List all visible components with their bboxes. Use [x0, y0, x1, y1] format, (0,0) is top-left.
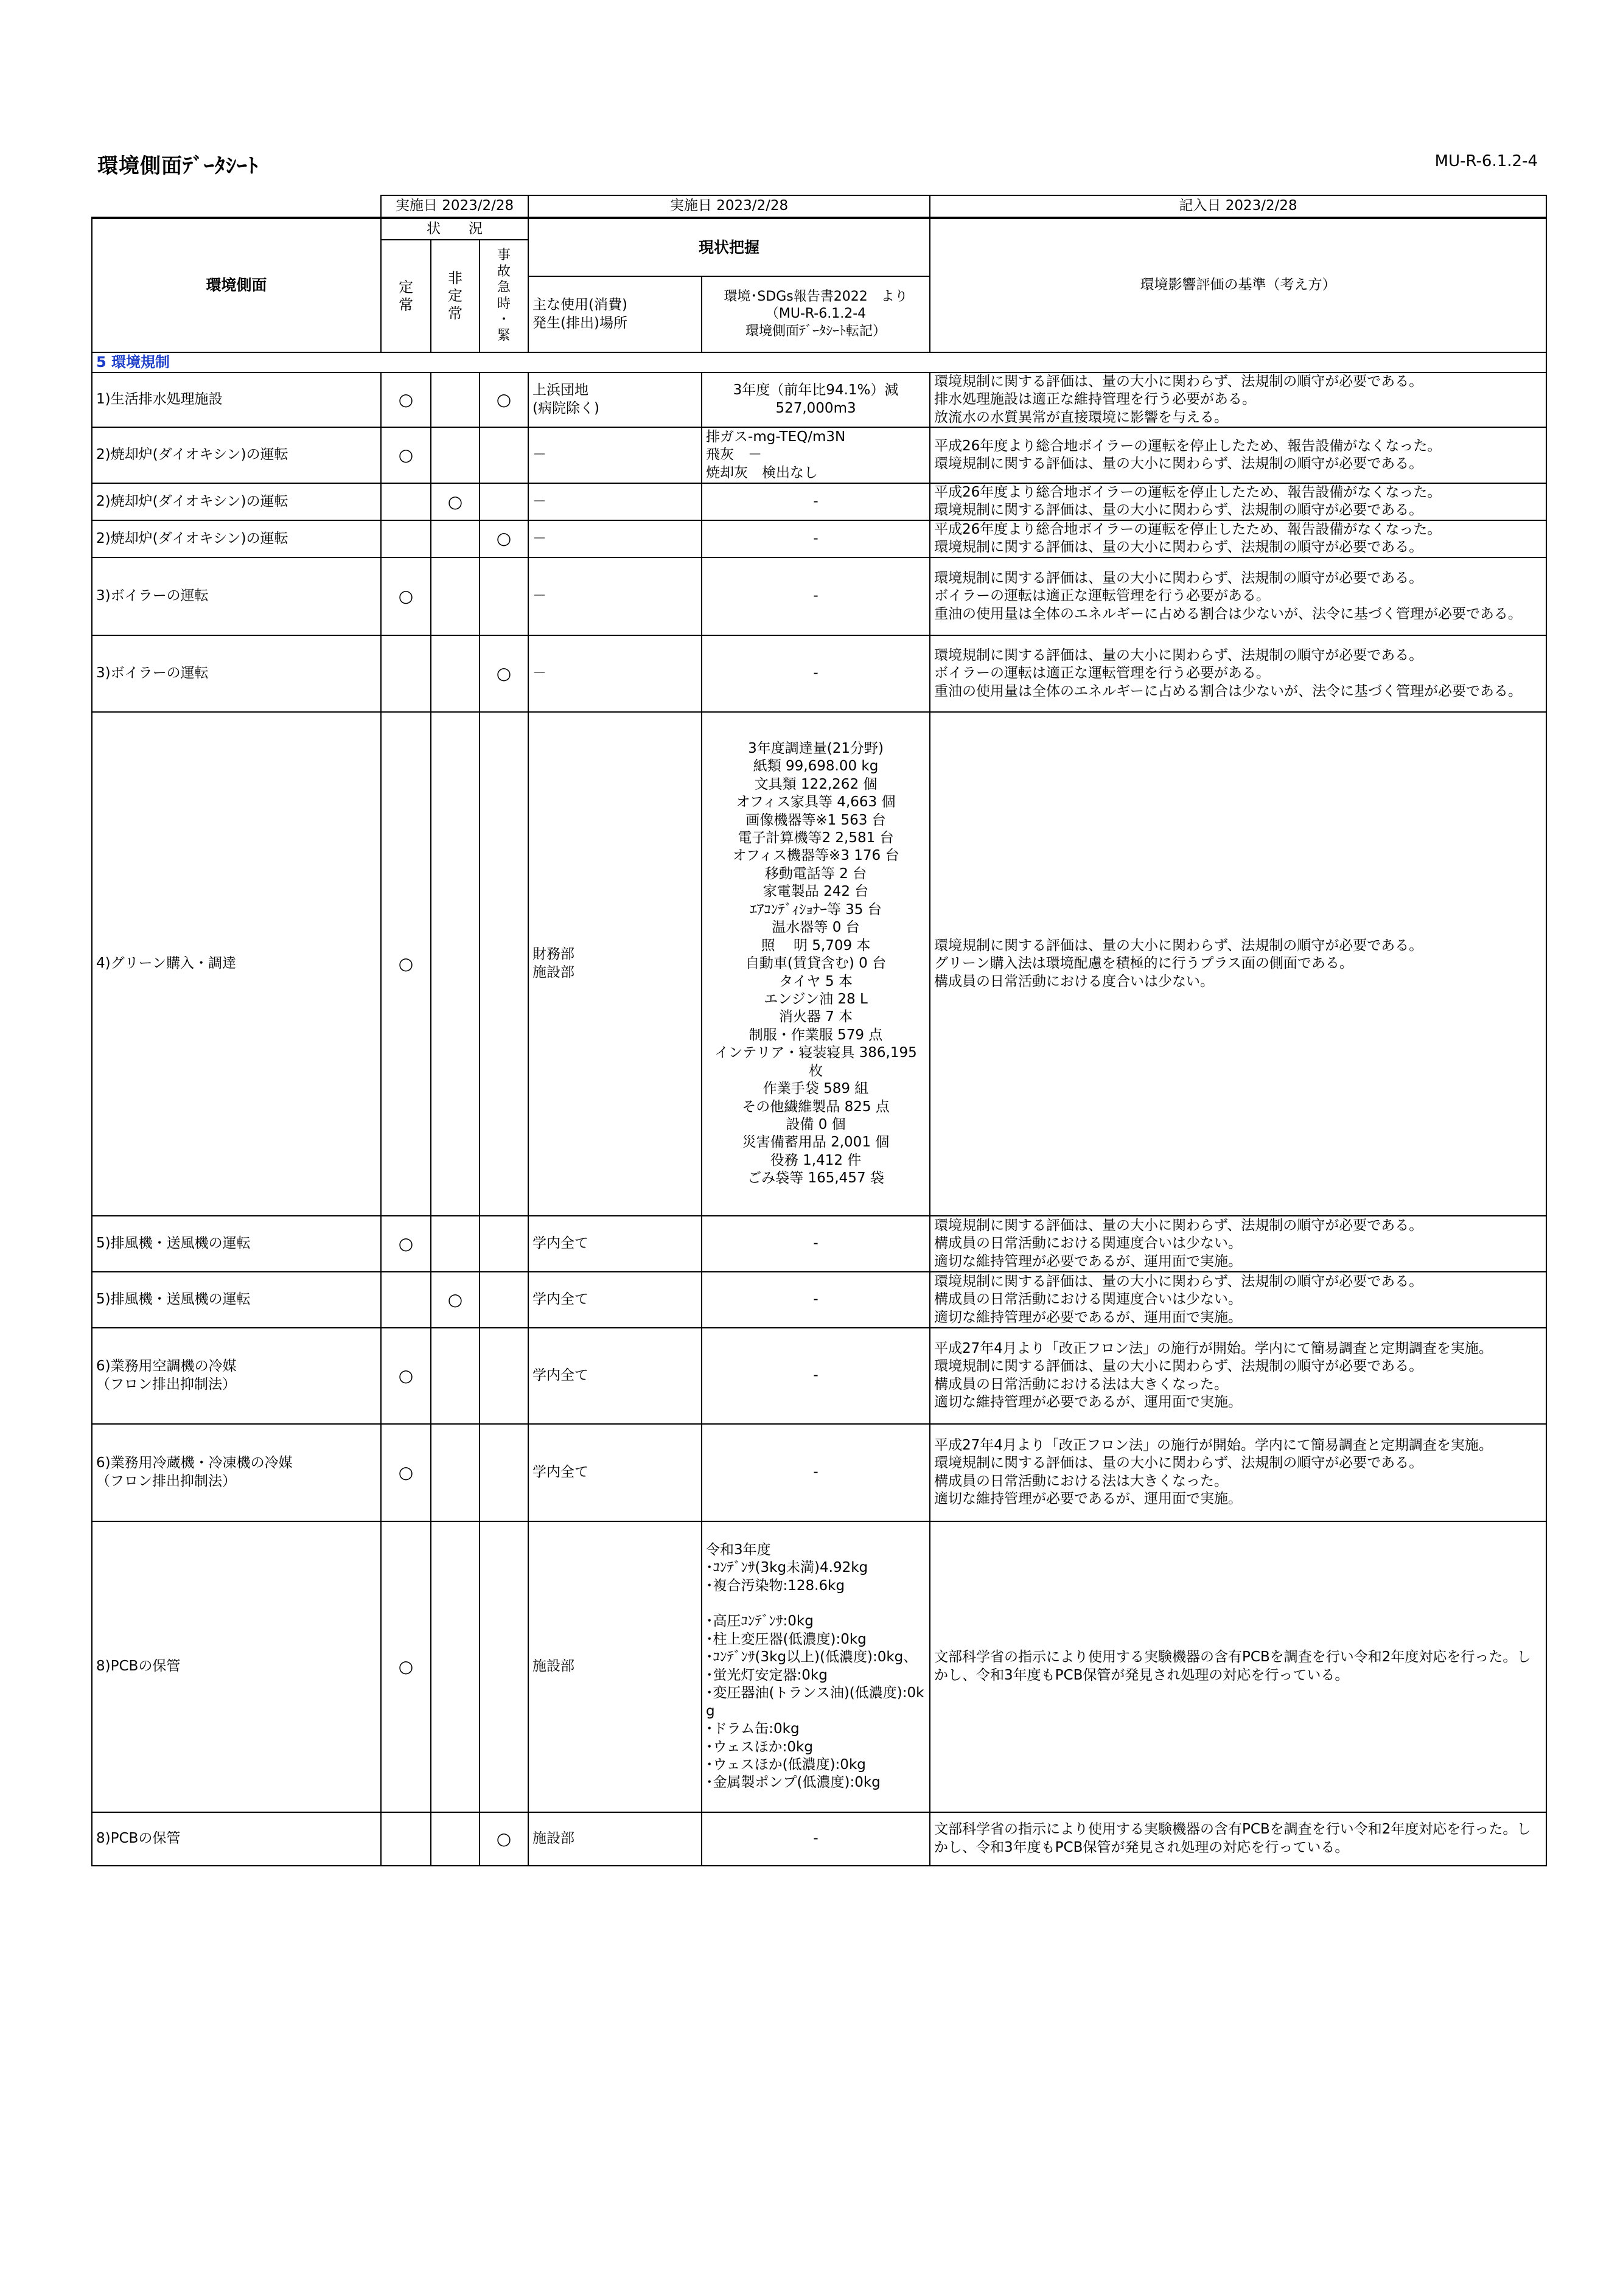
date-row	[92, 195, 1546, 218]
row-criteria: 平成26年度より総合地ボイラーの運転を停止したため、報告設備がなくなった。 環境規制に関する評価は、量の大小に関わらず、法規制の順守が必要である。	[930, 427, 1546, 483]
row-hiteijou-mark	[431, 1272, 480, 1328]
row-criteria: 環境規制に関する評価は、量の大小に関わらず、法規制の順守が必要である。 排水処理施設は適正な維持管理を行う必要がある。 放流水の水質異常が直接環境に影響を与える。	[930, 372, 1546, 427]
row-teijou-mark	[381, 372, 431, 427]
row-place: 施設部	[528, 1521, 702, 1812]
circle-mark: ○	[398, 1233, 414, 1254]
row-criteria: 文部科学省の指示により使用する実験機器の含有PCBを調査を行い令和2年度対応を行った。しかし、令和3年度もPCB保管が発見され処理の対応を行っている。	[930, 1521, 1546, 1812]
row-kinkyu-mark	[480, 427, 528, 483]
row-teijou-mark	[381, 635, 431, 712]
table-row	[92, 483, 1546, 520]
row-criteria: 環境規制に関する評価は、量の大小に関わらず、法規制の順守が必要である。 ボイラーの運転は適正な運転管理を行う必要がある。 重油の使用量は全体のエネルギーに占める割合は少ないが、法令に基づく管理が必要である。	[930, 557, 1546, 635]
row-criteria: 環境規制に関する評価は、量の大小に関わらず、法規制の順守が必要である。 グリーン購入法は環境配慮を積極的に行うプラス面の側面である。 構成員の日常活動における度合いは少ない。	[930, 712, 1546, 1216]
implementation-date-1: 実施日 2023/2/28	[381, 195, 528, 218]
table-row	[92, 1328, 1546, 1424]
row-report: -	[702, 1328, 930, 1424]
row-report: -	[702, 520, 930, 557]
row-criteria: 平成26年度より総合地ボイラーの運転を停止したため、報告設備がなくなった。 環境規制に関する評価は、量の大小に関わらず、法規制の順守が必要である。	[930, 520, 1546, 557]
row-aspect: 1)生活排水処理施設	[92, 372, 381, 427]
row-report: -	[702, 557, 930, 635]
row-place: 学内全て	[528, 1272, 702, 1328]
circle-mark: ○	[496, 528, 512, 549]
row-aspect: 5)排風機・送風機の運転	[92, 1216, 381, 1272]
header-kinkyu: 事 故 急 時 ・ 緊	[480, 240, 528, 352]
row-hiteijou-mark	[431, 520, 480, 557]
row-hiteijou-mark	[431, 1812, 480, 1866]
row-aspect: 2)焼却炉(ダイオキシン)の運転	[92, 427, 381, 483]
row-place: 施設部	[528, 1812, 702, 1866]
row-hiteijou-mark	[431, 557, 480, 635]
row-report: -	[702, 1424, 930, 1521]
row-place: －	[528, 635, 702, 712]
table-row	[92, 712, 1546, 1216]
row-place: －	[528, 520, 702, 557]
row-aspect: 8)PCBの保管	[92, 1521, 381, 1812]
header-row-1	[92, 218, 1546, 240]
row-aspect: 3)ボイラーの運転	[92, 635, 381, 712]
row-hiteijou-mark	[431, 635, 480, 712]
row-place: －	[528, 557, 702, 635]
row-place: －	[528, 483, 702, 520]
row-kinkyu-mark	[480, 557, 528, 635]
row-criteria: 環境規制に関する評価は、量の大小に関わらず、法規制の順守が必要である。 構成員の日常活動における関連度合いは少ない。 適切な維持管理が必要であるが、運用面で実施。	[930, 1216, 1546, 1272]
row-kinkyu-mark	[480, 1328, 528, 1424]
row-teijou-mark	[381, 1812, 431, 1866]
row-teijou-mark	[381, 1216, 431, 1272]
header-place: 主な使用(消費) 発生(排出)場所	[528, 276, 702, 352]
row-kinkyu-mark	[480, 372, 528, 427]
row-report: 3年度（前年比94.1%）減 527,000m3	[702, 372, 930, 427]
circle-mark: ○	[398, 1365, 414, 1386]
circle-mark: ○	[398, 585, 414, 606]
row-kinkyu-mark	[480, 1272, 528, 1328]
row-teijou-mark	[381, 557, 431, 635]
aspect-data-table	[91, 195, 1547, 1866]
circle-mark: ○	[496, 389, 512, 410]
row-aspect: 6)業務用冷蔵機・冷凍機の冷媒 （フロン排出抑制法）	[92, 1424, 381, 1521]
table-row	[92, 1216, 1546, 1272]
row-criteria: 文部科学省の指示により使用する実験機器の含有PCBを調査を行い令和2年度対応を行った。しかし、令和3年度もPCB保管が発見され処理の対応を行っている。	[930, 1812, 1546, 1866]
row-teijou-mark	[381, 1328, 431, 1424]
row-criteria: 環境規制に関する評価は、量の大小に関わらず、法規制の順守が必要である。 構成員の日常活動における関連度合いは少ない。 適切な維持管理が必要であるが、運用面で実施。	[930, 1272, 1546, 1328]
row-report: 排ガス-mg-TEQ/m3N 飛灰 － 焼却灰 検出なし	[702, 427, 930, 483]
table-row	[92, 427, 1546, 483]
row-teijou-mark	[381, 520, 431, 557]
header-current: 現状把握	[528, 218, 930, 276]
row-aspect: 6)業務用空調機の冷媒 （フロン排出抑制法）	[92, 1328, 381, 1424]
header-criteria: 環境影響評価の基準（考え方）	[930, 218, 1546, 352]
row-criteria: 平成26年度より総合地ボイラーの運転を停止したため、報告設備がなくなった。 環境規制に関する評価は、量の大小に関わらず、法規制の順守が必要である。	[930, 483, 1546, 520]
header-hiteijou: 非 定 常	[431, 240, 480, 352]
row-hiteijou-mark	[431, 712, 480, 1216]
table-row	[92, 635, 1546, 712]
circle-mark: ○	[398, 389, 414, 410]
row-teijou-mark	[381, 1521, 431, 1812]
row-report: -	[702, 1216, 930, 1272]
row-aspect: 2)焼却炉(ダイオキシン)の運転	[92, 483, 381, 520]
row-aspect: 5)排風機・送風機の運転	[92, 1272, 381, 1328]
row-report: 3年度調達量(21分野) 紙類 99,698.00 kg 文具類 122,262 個 オフィス家具等 4,663 個 画像機器等※1 563 台 電子計算機等2 2,581 台 オフィス機器等※3 176 台 移動電話等 2 台 家電製品 242 台 ｴｱｺﾝﾃﾞｨｼｮﾅｰ等 35 台 温水器等 0 台 照 明 5,709 本 自動車(賃貸含む) 0 台 タイヤ 5 本 エンジン油 28 L 消火器 7 本 制服・作業服 579 点 インテリア・寝装寝具 386,195 枚 作業手袋 589 組 その他繊維製品 825 点 設備 0 個 災害備蓄用品 2,001 個 役務 1,412 件 ごみ袋等 165,457 袋	[702, 712, 930, 1216]
row-hiteijou-mark	[431, 1328, 480, 1424]
circle-mark: ○	[398, 445, 414, 466]
row-report: -	[702, 1812, 930, 1866]
row-report: -	[702, 483, 930, 520]
row-hiteijou-mark	[431, 1216, 480, 1272]
row-report: 令和3年度 ･ｺﾝﾃﾞﾝｻ(3kg未満)4.92kg ･複合汚染物:128.6kg ･高圧ｺﾝﾃﾞﾝｻ:0kg ･柱上変圧器(低濃度):0kg ･ｺﾝﾃﾞﾝｻ(3kg以上)(低濃度):0kg、 ･蛍光灯安定器:0kg ･変圧器油(トランス油)(低濃度):0kg ･ドラム缶:0kg ･ウェスほか:0kg ･ウェスほか(低濃度):0kg ･金属製ポンプ(低濃度):0kg	[702, 1521, 930, 1812]
row-place: 財務部 施設部	[528, 712, 702, 1216]
row-teijou-mark	[381, 483, 431, 520]
row-criteria: 平成27年4月より「改正フロン法」の施行が開始。学内にて簡易調査と定期調査を実施。 環境規制に関する評価は、量の大小に関わらず、法規制の順守が必要である。 構成員の日常活動における法は大きくなった。 適切な維持管理が必要であるが、運用面で実施。	[930, 1328, 1546, 1424]
row-kinkyu-mark	[480, 712, 528, 1216]
table-row	[92, 1521, 1546, 1812]
row-kinkyu-mark	[480, 483, 528, 520]
row-teijou-mark	[381, 1424, 431, 1521]
header-status: 状 況	[381, 218, 528, 240]
row-kinkyu-mark	[480, 1521, 528, 1812]
row-hiteijou-mark	[431, 427, 480, 483]
row-place: 上浜団地 (病院除く)	[528, 372, 702, 427]
header-report: 環境･SDGs報告書2022 より （MU-R-6.1.2-4 環境側面ﾃﾞｰﾀｼｰﾄ転記）	[702, 276, 930, 352]
row-hiteijou-mark	[431, 483, 480, 520]
table-row	[92, 1812, 1546, 1866]
row-kinkyu-mark	[480, 1216, 528, 1272]
row-teijou-mark	[381, 1272, 431, 1328]
header-teijou: 定 常	[381, 240, 431, 352]
document-title: 環境側面ﾃﾞｰﾀｼｰﾄ	[97, 154, 259, 178]
table-row	[92, 1424, 1546, 1521]
circle-mark: ○	[496, 1828, 512, 1849]
entry-date: 記入日 2023/2/28	[930, 195, 1546, 218]
row-place: 学内全て	[528, 1216, 702, 1272]
circle-mark: ○	[398, 953, 414, 974]
header-aspect: 環境側面	[92, 218, 381, 352]
row-place: 学内全て	[528, 1424, 702, 1521]
row-hiteijou-mark	[431, 1521, 480, 1812]
row-kinkyu-mark	[480, 635, 528, 712]
row-aspect: 8)PCBの保管	[92, 1812, 381, 1866]
row-kinkyu-mark	[480, 520, 528, 557]
table-row	[92, 520, 1546, 557]
row-aspect: 2)焼却炉(ダイオキシン)の運転	[92, 520, 381, 557]
circle-mark: ○	[447, 491, 463, 512]
row-place: 学内全て	[528, 1328, 702, 1424]
table-row	[92, 1272, 1546, 1328]
circle-mark: ○	[398, 1656, 414, 1677]
row-criteria: 環境規制に関する評価は、量の大小に関わらず、法規制の順守が必要である。 ボイラーの運転は適正な運転管理を行う必要がある。 重油の使用量は全体のエネルギーに占める割合は少ないが、法令に基づく管理が必要である。	[930, 635, 1546, 712]
row-criteria: 平成27年4月より「改正フロン法」の施行が開始。学内にて簡易調査と定期調査を実施。 環境規制に関する評価は、量の大小に関わらず、法規制の順守が必要である。 構成員の日常活動における法は大きくなった。 適切な維持管理が必要であるが、運用面で実施。	[930, 1424, 1546, 1521]
section-label: 5 環境規制	[92, 352, 1546, 372]
table-row	[92, 557, 1546, 635]
circle-mark: ○	[447, 1289, 463, 1310]
row-kinkyu-mark	[480, 1812, 528, 1866]
row-teijou-mark	[381, 712, 431, 1216]
implementation-date-2: 実施日 2023/2/28	[528, 195, 930, 218]
table-row	[92, 372, 1546, 427]
row-teijou-mark	[381, 427, 431, 483]
circle-mark: ○	[398, 1462, 414, 1482]
section-row	[92, 352, 1546, 372]
circle-mark: ○	[496, 663, 512, 683]
row-place: －	[528, 427, 702, 483]
document-code: MU-R-6.1.2-4	[1434, 152, 1538, 170]
row-report: -	[702, 1272, 930, 1328]
row-hiteijou-mark	[431, 372, 480, 427]
row-aspect: 3)ボイラーの運転	[92, 557, 381, 635]
row-aspect: 4)グリーン購入・調達	[92, 712, 381, 1216]
row-report: -	[702, 635, 930, 712]
row-kinkyu-mark	[480, 1424, 528, 1521]
row-hiteijou-mark	[431, 1424, 480, 1521]
